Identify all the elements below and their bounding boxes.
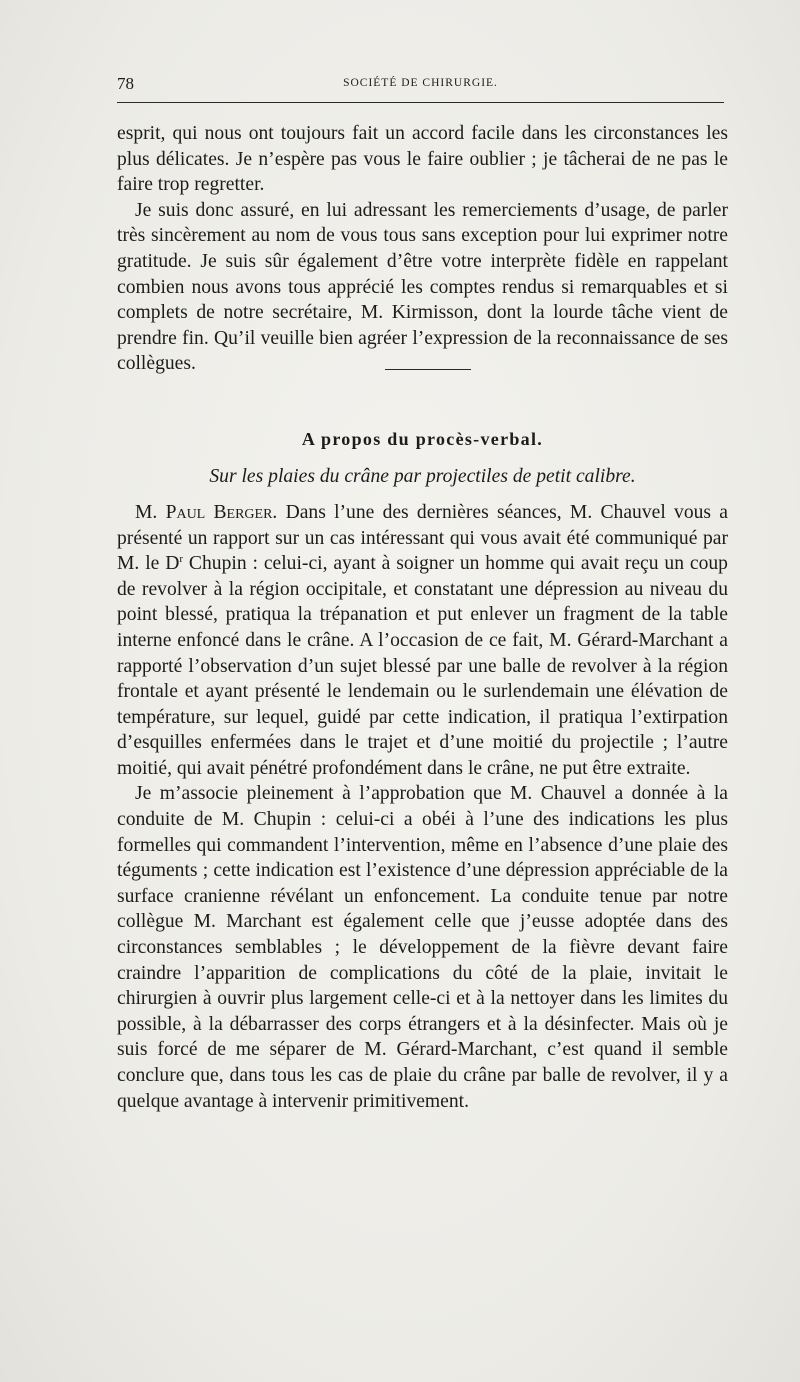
page-number: 78 [117, 74, 134, 93]
section-separator [385, 369, 471, 370]
speaker-text-a: Dans l’une des dernières séances, M. Chauvel vous a présenté un rapport sur un cas intéressant qui vous avait été communiqué par M. le D [117, 501, 728, 575]
speaker-name: Paul Berger. [165, 501, 278, 523]
page-header [117, 74, 724, 96]
paragraph-continued: esprit, qui nous ont toujours fait un accord facile dans les circonstances les plus délicates. Je n’espère pas vous le faire oublier ; je tâcherai de ne pas le faire trop regretter. [117, 123, 728, 196]
running-head: SOCIÉTÉ DE CHIRURGIE. [343, 77, 498, 89]
header-rule [117, 102, 724, 103]
doctor-superscript: r [179, 553, 184, 566]
section-subtitle: Sur les plaies du crâne par projectiles de petit calibre. [209, 465, 636, 487]
speaker-prefix: M. [135, 501, 166, 523]
section-title: A propos du procès-verbal. [301, 428, 544, 449]
paragraph-thanks: Je suis donc assuré, en lui adressant les remerciements d’usage, de parler très sincèrement au nom de vous tous sans exception pour lui exprimer notre gratitude. Je suis sûr également d’être votre interprète fidèle en rappelant combien nous avons tous apprécié les comptes rendus si remarquables et si complets de notre secrétaire, M. Kirmisson, dont la lourde tâche vient de prendre fin. Qu’il veuille bien agréer l’expression de la reconnaissance de ses collègues. [117, 199, 728, 375]
paragraph-speaker [117, 500, 728, 782]
speaker-text-b: Chupin : celui-ci, ayant à soigner un homme qui avait reçu un coup de revolver à la région occipitale, et constatant une dépression au niveau du point blessé, pratiqua la trépanation et put enlever un fragment de la table interne enfoncé dans le crâne. A l’occasion de ce fait, M. Gérard-Marchant a rapporté l’observation d’un sujet blessé par une balle de revolver à la région frontale et ayant présenté le lendemain ou le surlendemain une élévation de température, sur lequel, guidé par cette indication, il pratiqua l’extirpation d’esquilles enfermées dans le trajet et d’une moitié du projectile ; l’autre moitié, qui avait pénétré profondément dans le crâne, ne put être extraite. [117, 553, 728, 779]
paragraph-opinion: Je m’associe pleinement à l’approbation que M. Chauvel a donnée à la conduite de M. Chupin : celui-ci a obéi à l’une des indications les plus formelles qui commandent l’intervention, même en l’absence d’une plaie des téguments ; cette indication est l’existence d’une dépression appréciable de la surface cranienne révélant un enfoncement. La conduite tenue par notre collègue M. Marchant est également celle que j’eusse adoptée dans des circonstances semblables ; le développement de la fièvre devant faire craindre l’apparition de complications du côté de la plaie, invitait le chirurgien à ouvrir plus largement celle-ci et à la nettoyer dans les limites du possible, à la débarrasser des corps étrangers et à la désinfecter. Mais où je suis forcé de me séparer de M. Gérard-Marchant, c’est quand il semble conclure que, dans tous les cas de plaie du crâne par balle de revolver, il y a quelque avantage à intervenir primitivement. [117, 783, 728, 1112]
body-text [117, 121, 728, 1114]
